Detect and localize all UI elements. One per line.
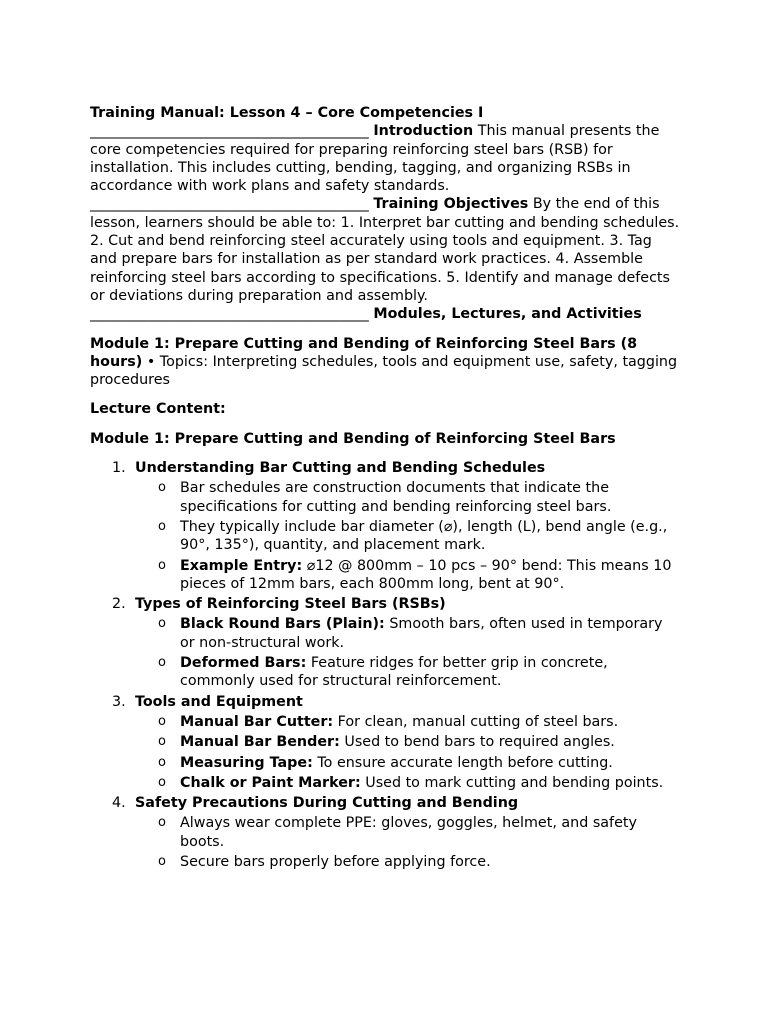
separator-rule: _______________________________________: [90, 306, 369, 323]
outline-subitems: [135, 814, 680, 871]
outline-section-number: 3.: [112, 693, 126, 710]
outline-subitem: [135, 518, 680, 555]
outline-subitem-term: Chalk or Paint Marker:: [180, 774, 361, 791]
outline-subitem: [135, 814, 680, 851]
outline-subitem: [135, 713, 680, 731]
outline-subitem-text: They typically include bar diameter (⌀), length (L), bend angle (e.g., 90°, 135°), quantity, and placement mark.: [180, 518, 668, 554]
outline-subitem-text: Always wear complete PPE: gloves, goggles, helmet, and safety boots.: [180, 815, 637, 850]
outline-subitem-term: Manual Bar Cutter:: [180, 713, 334, 730]
lecture-module-title-text: Module 1: Prepare Cutting and Bending of Reinforcing Steel Bars: [90, 430, 616, 447]
outline-subitem-text: For clean, manual cutting of steel bars.: [333, 713, 619, 730]
document-page: [90, 104, 680, 873]
introduction-text: This manual presents the core competencies required for preparing reinforcing steel bars (RSB) for installation. This includes cutting, bending, tagging, and organizing RSBs in accordance with work plans and safety standards.: [90, 123, 660, 195]
outline-subitem: [135, 615, 680, 652]
lecture-module-title: [90, 430, 680, 448]
objectives-heading: Training Objectives: [373, 196, 529, 213]
outline-subitem-text: Feature ridges for better grip in concrete, commonly used for structural reinforcement.: [180, 655, 608, 690]
outline-subitem: [135, 733, 680, 751]
bullet-icon: o: [158, 480, 166, 496]
bullet-icon: o: [158, 616, 166, 632]
outline-subitem-text: Smooth bars, often used in temporary or non-structural work.: [180, 616, 663, 651]
outline-subitem: [135, 654, 680, 691]
bullet-icon: o: [158, 754, 166, 770]
separator-rule: _______________________________________: [90, 123, 369, 140]
outline-subitems: [135, 615, 680, 690]
outline-section-number: 1.: [112, 460, 126, 477]
outline-subitem-term: Deformed Bars:: [180, 655, 307, 672]
outline-section-number: 4.: [112, 795, 126, 812]
outline-subitem-text: Bar schedules are construction documents that indicate the specifications for cutting and bending reinforcing steel bars.: [180, 480, 612, 515]
outline-subitems: [135, 713, 680, 792]
outline-subitem: [135, 774, 680, 792]
outline-subitem-text: Used to mark cutting and bending points.: [360, 774, 664, 791]
module1-summary: [90, 335, 680, 390]
outline-section-number: 2.: [112, 596, 126, 613]
outline-section: [90, 595, 680, 690]
introduction-heading: Introduction: [373, 123, 474, 140]
module1-summary-heading: Module 1: Prepare Cutting and Bending of Reinforcing Steel Bars (8 hours): [90, 335, 638, 370]
bullet-icon: o: [158, 518, 166, 534]
bullet-icon: o: [158, 734, 166, 750]
outline-subitem-term: Measuring Tape:: [180, 754, 313, 771]
outline-subitem: [135, 754, 680, 772]
outline-subitem: [135, 479, 680, 516]
document-title: Training Manual: Lesson 4 – Core Competencies I: [90, 105, 484, 121]
module1-summary-topics: • Topics: Interpreting schedules, tools and equipment use, safety, tagging procedures: [90, 353, 678, 389]
outline-subitem-text: Secure bars properly before applying force.: [180, 853, 491, 870]
introduction-block: [90, 104, 680, 324]
outline-subitem: [135, 557, 680, 594]
lecture-outline: [90, 459, 680, 871]
outline-subitem: [135, 853, 680, 871]
outline-subitem-term: Manual Bar Bender:: [180, 734, 340, 751]
objectives-text: By the end of this lesson, learners should be able to: 1. Interpret bar cutting and bending schedules. 2. Cut and bend reinforcing steel accurately using tools and equipment. 3. Tag and prepare bars for installation as per standard work practices. 4. Assemble reinforcing steel bars according to specifications. 5. Identify and manage defects or deviations during preparation and assembly.: [90, 196, 680, 304]
bullet-icon: o: [158, 713, 166, 729]
bullet-icon: o: [158, 815, 166, 831]
outline-subitem-term: Black Round Bars (Plain):: [180, 616, 385, 633]
outline-section: [90, 459, 680, 593]
separator-rule: _______________________________________: [90, 196, 369, 213]
outline-section: [90, 794, 680, 871]
outline-subitem-text: Used to bend bars to required angles.: [339, 734, 615, 751]
modules-heading: Modules, Lectures, and Activities: [373, 306, 642, 323]
outline-section-title: Types of Reinforcing Steel Bars (RSBs): [135, 596, 446, 613]
outline-section-title: Understanding Bar Cutting and Bending Schedules: [135, 460, 546, 477]
bullet-icon: o: [158, 655, 166, 671]
outline-section-title: Tools and Equipment: [135, 693, 303, 710]
lecture-content-label-text: Lecture Content:: [90, 401, 226, 418]
bullet-icon: o: [158, 557, 166, 573]
outline-subitems: [135, 479, 680, 593]
outline-subitem-term: Example Entry:: [180, 557, 303, 574]
outline-section-title: Safety Precautions During Cutting and Bending: [135, 795, 519, 812]
outline-subitem-text: To ensure accurate length before cutting.: [312, 754, 613, 771]
bullet-icon: o: [158, 774, 166, 790]
bullet-icon: o: [158, 853, 166, 869]
outline-subitem-text: ⌀12 @ 800mm – 10 pcs – 90° bend: This means 10 pieces of 12mm bars, each 800mm long, bent at 90°.: [180, 557, 672, 592]
outline-section: [90, 693, 680, 792]
lecture-content-label: [90, 400, 680, 418]
